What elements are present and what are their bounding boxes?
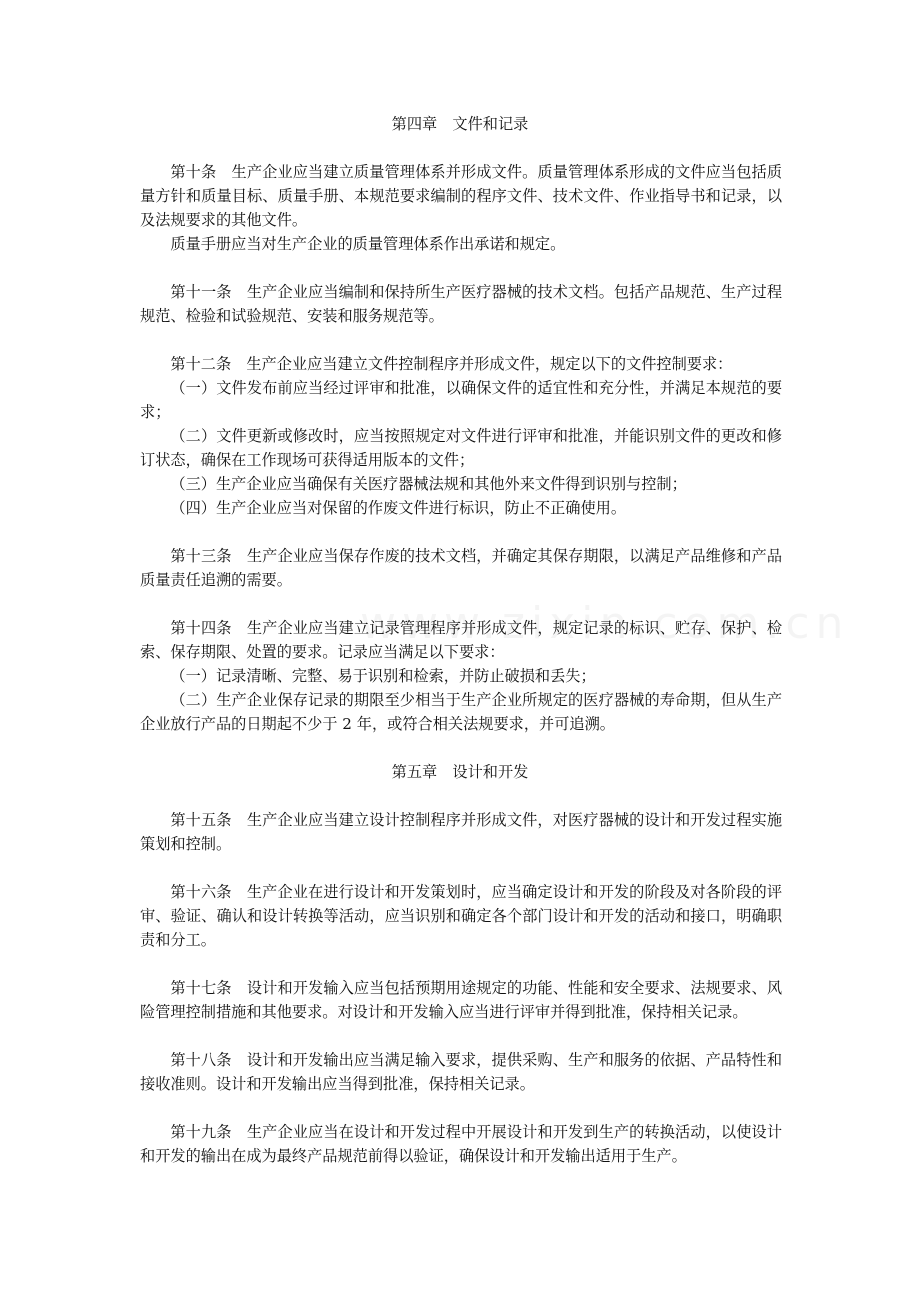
article-17-paragraph-1: 第十七条 设计和开发输入应当包括预期用途规定的功能、性能和安全要求、法规要求、风险管理控制措施和其他要求。对设计和开发输入应当进行评审并得到批准，保持相关记录。 [140,979,782,1021]
article-18 [140,1048,782,1096]
article-17 [140,976,782,1024]
article-12-item-2: （二）文件更新或修改时，应当按照规定对文件进行评审和批准，并能识别文件的更改和修订状态，确保在工作现场可获得适用版本的文件； [140,427,782,469]
article-12-item-4: （四）生产企业应当对保留的作废文件进行标识，防止不正确使用。 [170,499,627,517]
article-13 [140,544,782,592]
article-12-item-1: （一）文件发布前应当经过评审和批准，以确保文件的适宜性和充分性，并满足本规范的要求； [140,379,782,421]
article-10-paragraph-1: 第十条 生产企业应当建立质量管理体系并形成文件。质量管理体系形成的文件应当包括质量方针和质量目标、质量手册、本规范要求编制的程序文件、技术文件、作业指导书和记录，以及法规要求的其他文件。 [140,163,782,229]
chapter-4-heading: 第四章 文件和记录 [391,115,529,133]
article-10-paragraph-2: 质量手册应当对生产企业的质量管理体系作出承诺和规定。 [170,235,566,253]
article-13-paragraph-1: 第十三条 生产企业应当保存作废的技术文档，并确定其保存期限，以满足产品维修和产品质量责任追溯的需要。 [140,547,782,589]
article-16-paragraph-1: 第十六条 生产企业在进行设计和开发策划时，应当确定设计和开发的阶段及对各阶段的评审、验证、确认和设计转换等活动，应当识别和确定各个部门设计和开发的活动和接口，明确职责和分工。 [140,883,782,949]
article-12 [140,352,782,520]
chapter-5-heading: 第五章 设计和开发 [391,763,529,781]
article-11 [140,280,782,328]
article-15 [140,808,782,856]
article-16 [140,880,782,952]
article-14-paragraph-1: 第十四条 生产企业应当建立记录管理程序并形成文件，规定记录的标识、贮存、保护、检索、保存期限、处置的要求。记录应当满足以下要求： [140,619,782,661]
article-14 [140,616,782,736]
article-12-item-3: （三）生产企业应当确保有关医疗器械法规和其他外来文件得到识别与控制； [170,475,687,493]
article-10 [140,160,782,256]
article-19 [140,1120,782,1168]
article-15-paragraph-1: 第十五条 生产企业应当建立设计控制程序并形成文件，对医疗器械的设计和开发过程实施策划和控制。 [140,811,782,853]
article-19-paragraph-1: 第十九条 生产企业应当在设计和开发过程中开展设计和开发到生产的转换活动，以使设计和开发的输出在成为最终产品规范前得以验证，确保设计和开发输出适用于生产。 [140,1123,782,1165]
article-14-item-2: （二）生产企业保存记录的期限至少相当于生产企业所规定的医疗器械的寿命期，但从生产企业放行产品的日期起不少于 2 年，或符合相关法规要求，并可追溯。 [140,691,782,733]
article-18-paragraph-1: 第十八条 设计和开发输出应当满足输入要求，提供采购、生产和服务的依据、产品特性和接收准则。设计和开发输出应当得到批准，保持相关记录。 [140,1051,782,1093]
article-14-item-1: （一）记录清晰、完整、易于识别和检索，并防止破损和丢失； [170,667,596,685]
article-11-paragraph-1: 第十一条 生产企业应当编制和保持所生产医疗器械的技术文档。包括产品规范、生产过程规范、检验和试验规范、安装和服务规范等。 [140,283,782,325]
article-12-paragraph-1: 第十二条 生产企业应当建立文件控制程序并形成文件，规定以下的文件控制要求： [170,355,733,373]
